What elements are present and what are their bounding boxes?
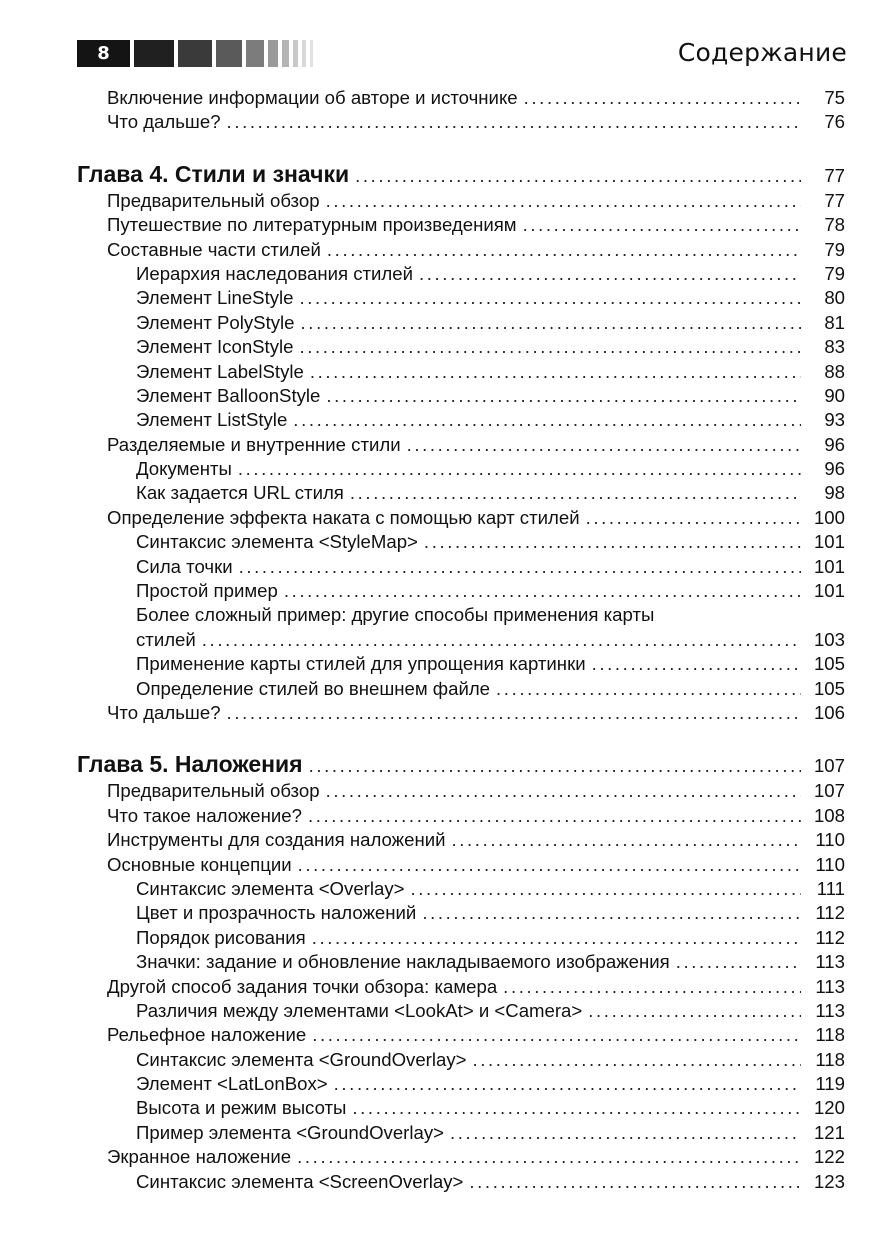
toc-page-number: 108 bbox=[813, 804, 845, 826]
dot-leader bbox=[312, 1023, 801, 1047]
header-gradient-block bbox=[178, 40, 212, 67]
toc-entry-label: Определение стилей во внешнем файле bbox=[136, 677, 491, 699]
toc-entry-label: Предварительный обзор bbox=[107, 189, 320, 211]
toc-entry-label: Предварительный обзор bbox=[107, 780, 320, 802]
toc-entry-row[interactable] bbox=[77, 1072, 845, 1096]
dot-leader bbox=[523, 213, 801, 237]
dot-leader bbox=[496, 677, 801, 701]
toc-page-number: 113 bbox=[815, 975, 845, 997]
toc-entry-label: Составные части стилей bbox=[107, 238, 321, 260]
toc-entry-row[interactable] bbox=[77, 555, 845, 579]
toc-entry-label: Синтаксис элемента <StyleMap> bbox=[136, 531, 418, 553]
toc-entry-row[interactable] bbox=[77, 579, 845, 603]
toc-page-number: 98 bbox=[824, 482, 845, 504]
toc-page-number: 107 bbox=[813, 780, 845, 802]
toc-page-number: 110 bbox=[815, 829, 845, 851]
header-gradient-block bbox=[282, 40, 289, 67]
toc-entry-label: Что дальше? bbox=[107, 701, 221, 723]
toc-entry-row[interactable] bbox=[77, 384, 845, 408]
dot-leader bbox=[326, 779, 801, 803]
dot-leader bbox=[473, 1048, 802, 1072]
dot-leader bbox=[419, 262, 801, 286]
toc-page-number: 118 bbox=[815, 1024, 845, 1046]
toc-entry-row[interactable] bbox=[77, 901, 845, 925]
toc-page-number: 101 bbox=[813, 555, 845, 577]
header-gradient-block bbox=[302, 40, 306, 67]
dot-leader bbox=[334, 1072, 801, 1096]
toc-entry-row[interactable] bbox=[77, 877, 845, 901]
toc-page-number: 105 bbox=[813, 677, 845, 699]
dot-leader bbox=[355, 161, 801, 191]
toc-entry-label: Простой пример bbox=[136, 580, 278, 602]
dot-leader bbox=[592, 652, 801, 676]
page-number-badge: 8 bbox=[77, 40, 130, 67]
header-gradient-block bbox=[293, 40, 298, 67]
dot-leader bbox=[410, 877, 801, 901]
toc-page-number: 79 bbox=[824, 262, 845, 284]
toc-page-number: 105 bbox=[813, 653, 845, 675]
header-gradient-block bbox=[134, 40, 174, 67]
toc-entry-label: Рельефное наложение bbox=[107, 1024, 307, 1046]
toc-entry-label: Сила точки bbox=[136, 555, 233, 577]
toc-page-number: 122 bbox=[813, 1146, 845, 1168]
toc-entry-row[interactable] bbox=[77, 1145, 845, 1169]
dot-leader bbox=[312, 926, 801, 950]
toc-entry-row[interactable] bbox=[77, 360, 845, 384]
toc-page-number: 83 bbox=[824, 336, 845, 358]
dot-leader bbox=[238, 457, 801, 481]
toc-entry-label: Включение информации об авторе и источнике bbox=[107, 87, 518, 108]
toc-page-number: 112 bbox=[815, 926, 845, 948]
toc-entry-row[interactable] bbox=[77, 457, 845, 481]
toc-entry-label: Элемент IconStyle bbox=[136, 336, 294, 358]
table-of-contents bbox=[77, 86, 845, 1194]
dot-leader bbox=[297, 1145, 801, 1169]
dot-leader bbox=[310, 360, 801, 384]
toc-entry-label: Элемент BalloonStyle bbox=[136, 384, 321, 406]
dot-leader bbox=[284, 579, 801, 603]
toc-entry-label: Элемент LineStyle bbox=[136, 287, 294, 309]
toc-entry-row[interactable] bbox=[77, 652, 845, 676]
toc-entry-row[interactable] bbox=[77, 408, 845, 432]
toc-page-number: 79 bbox=[824, 238, 845, 260]
toc-page-number: 119 bbox=[815, 1073, 845, 1095]
toc-entry-row[interactable] bbox=[77, 213, 845, 237]
toc-entry-row[interactable] bbox=[77, 1121, 845, 1145]
toc-entry-row[interactable] bbox=[77, 779, 845, 803]
toc-page-number: 96 bbox=[824, 458, 845, 480]
dot-leader bbox=[350, 481, 801, 505]
dot-leader bbox=[676, 950, 801, 974]
toc-entry-row[interactable] bbox=[77, 262, 845, 286]
dot-leader bbox=[586, 506, 801, 530]
dot-leader bbox=[301, 311, 801, 335]
toc-entry-row[interactable] bbox=[77, 628, 845, 652]
toc-page-number: 112 bbox=[815, 902, 845, 924]
toc-entry-row[interactable] bbox=[77, 189, 845, 213]
header-gradient-block bbox=[268, 40, 278, 67]
toc-entry-label: Определение эффекта наката с помощью карт стилей bbox=[107, 506, 580, 528]
toc-page-number: 77 bbox=[824, 189, 845, 211]
toc-entry-row[interactable] bbox=[77, 433, 845, 457]
dot-leader bbox=[309, 751, 801, 781]
toc-entry-label: Синтаксис элемента <Overlay> bbox=[136, 877, 405, 899]
toc-page-number: 100 bbox=[813, 506, 845, 528]
dot-leader bbox=[450, 1121, 801, 1145]
dot-leader bbox=[469, 1170, 801, 1194]
toc-page-number: 80 bbox=[824, 287, 845, 309]
toc-entry-label: Синтаксис элемента <ScreenOverlay> bbox=[136, 1170, 464, 1192]
toc-entry-row[interactable] bbox=[77, 804, 845, 828]
toc-entry-row[interactable] bbox=[77, 86, 845, 110]
dot-leader bbox=[422, 901, 801, 925]
toc-entry-label: Разделяемые и внутренние стили bbox=[107, 433, 401, 455]
header-gradient-block bbox=[216, 40, 242, 67]
toc-entry-label: Применение карты стилей для упрощения картинки bbox=[136, 653, 586, 675]
dot-leader bbox=[326, 189, 801, 213]
toc-entry-row[interactable] bbox=[77, 828, 845, 852]
dot-leader bbox=[227, 110, 801, 134]
dot-leader bbox=[202, 628, 801, 652]
toc-entry-label: Документы bbox=[136, 458, 232, 480]
toc-chapter-row[interactable] bbox=[77, 749, 845, 779]
dot-leader bbox=[293, 408, 801, 432]
toc-entry-row[interactable] bbox=[77, 506, 845, 530]
toc-entry-label: Элемент PolyStyle bbox=[136, 311, 295, 333]
toc-page-number: 101 bbox=[813, 580, 845, 602]
toc-entry-label: Иерархия наследования стилей bbox=[136, 262, 413, 284]
toc-entry-label: Различия между элементами <LookAt> и <Camera> bbox=[136, 999, 583, 1021]
dot-leader bbox=[227, 701, 801, 725]
toc-entry-row[interactable] bbox=[77, 1170, 845, 1194]
toc-page-number: 113 bbox=[815, 951, 845, 973]
toc-page-number: 113 bbox=[815, 999, 845, 1021]
toc-page-number: 106 bbox=[813, 701, 845, 723]
toc-page-number: 90 bbox=[824, 384, 845, 406]
toc-entry-label: Элемент LabelStyle bbox=[136, 360, 304, 382]
dot-leader bbox=[424, 530, 801, 554]
dot-leader bbox=[352, 1096, 801, 1120]
toc-entry-row[interactable] bbox=[77, 950, 845, 974]
toc-page-number: 75 bbox=[824, 87, 845, 108]
toc-entry-row[interactable] bbox=[77, 1023, 845, 1047]
toc-page-number: 76 bbox=[824, 111, 845, 133]
toc-page-number: 118 bbox=[815, 1048, 845, 1070]
toc-entry-label: Как задается URL стиля bbox=[136, 482, 344, 504]
toc-entry-label: Высота и режим высоты bbox=[136, 1097, 347, 1119]
toc-entry-row[interactable] bbox=[77, 1048, 845, 1072]
toc-entry-row[interactable] bbox=[77, 311, 845, 335]
toc-entry-label: Элемент <LatLonBox> bbox=[136, 1073, 328, 1095]
toc-entry-label: Глава 4. Стили и значки bbox=[77, 160, 350, 187]
toc-page-number: 107 bbox=[813, 755, 845, 777]
toc-entry-label: Что дальше? bbox=[107, 111, 221, 133]
toc-entry-row[interactable] bbox=[77, 1096, 845, 1120]
dot-leader bbox=[298, 853, 801, 877]
dot-leader bbox=[300, 335, 802, 359]
toc-entry-row[interactable] bbox=[77, 286, 845, 310]
page-header bbox=[77, 40, 847, 70]
dot-leader bbox=[239, 555, 801, 579]
toc-page-number: 96 bbox=[824, 433, 845, 455]
dot-leader bbox=[452, 828, 802, 852]
toc-entry-label: Другой способ задания точки обзора: камера bbox=[107, 975, 498, 997]
toc-page-number: 110 bbox=[815, 853, 845, 875]
toc-page-number: 101 bbox=[813, 531, 845, 553]
toc-entry-label: Пример элемента <GroundOverlay> bbox=[136, 1121, 444, 1143]
dot-leader bbox=[326, 384, 801, 408]
toc-entry-row[interactable] bbox=[77, 975, 845, 999]
toc-entry-row[interactable] bbox=[77, 701, 845, 725]
toc-entry-label: Основные концепции bbox=[107, 853, 292, 875]
toc-chapter-row[interactable] bbox=[77, 159, 845, 189]
toc-entry-label: Путешествие по литературным произведениям bbox=[107, 214, 517, 236]
page-title: Содержание bbox=[677, 38, 847, 67]
toc-entry-row[interactable] bbox=[77, 603, 845, 627]
toc-entry-label: Синтаксис элемента <GroundOverlay> bbox=[136, 1048, 467, 1070]
toc-entry-label: Цвет и прозрачность наложений bbox=[136, 902, 417, 924]
toc-page-number: 103 bbox=[813, 628, 845, 650]
toc-entry-row[interactable] bbox=[77, 926, 845, 950]
toc-page-number: 81 bbox=[824, 311, 845, 333]
dot-leader bbox=[327, 238, 801, 262]
toc-entry-label: стилей bbox=[136, 628, 196, 650]
toc-entry-label: Глава 5. Наложения bbox=[77, 751, 303, 778]
dot-leader bbox=[308, 804, 801, 828]
toc-entry-row[interactable] bbox=[77, 530, 845, 554]
dot-leader bbox=[300, 286, 801, 310]
dot-leader bbox=[503, 975, 801, 999]
toc-page-number: 123 bbox=[813, 1170, 845, 1192]
dot-leader bbox=[588, 999, 801, 1023]
toc-entry-label: Более сложный пример: другие способы применения карты bbox=[136, 604, 655, 626]
toc-entry-row[interactable] bbox=[77, 481, 845, 505]
toc-entry-row[interactable] bbox=[77, 335, 845, 359]
toc-entry-label: Инструменты для создания наложений bbox=[107, 829, 446, 851]
toc-page-number: 78 bbox=[824, 214, 845, 236]
toc-page-number: 120 bbox=[813, 1097, 845, 1119]
toc-page-number: 111 bbox=[816, 877, 845, 899]
toc-entry-row[interactable] bbox=[77, 110, 845, 134]
toc-page-number: 88 bbox=[824, 360, 845, 382]
dot-leader bbox=[407, 433, 801, 457]
toc-entry-row[interactable] bbox=[77, 853, 845, 877]
toc-entry-label: Порядок рисования bbox=[136, 926, 306, 948]
header-gradient-block bbox=[310, 40, 313, 67]
toc-entry-row[interactable] bbox=[77, 999, 845, 1023]
dot-leader bbox=[524, 86, 801, 110]
toc-entry-label: Что такое наложение? bbox=[107, 804, 302, 826]
toc-entry-label: Элемент ListStyle bbox=[136, 409, 288, 431]
toc-entry-label: Экранное наложение bbox=[107, 1146, 292, 1168]
toc-page-number: 77 bbox=[824, 164, 845, 186]
toc-entry-row[interactable] bbox=[77, 677, 845, 701]
toc-page-number: 121 bbox=[813, 1121, 845, 1143]
toc-entry-label: Значки: задание и обновление накладываемого изображения bbox=[136, 951, 670, 973]
header-gradient-block bbox=[246, 40, 264, 67]
toc-page-number: 93 bbox=[824, 409, 845, 431]
toc-entry-row[interactable] bbox=[77, 238, 845, 262]
